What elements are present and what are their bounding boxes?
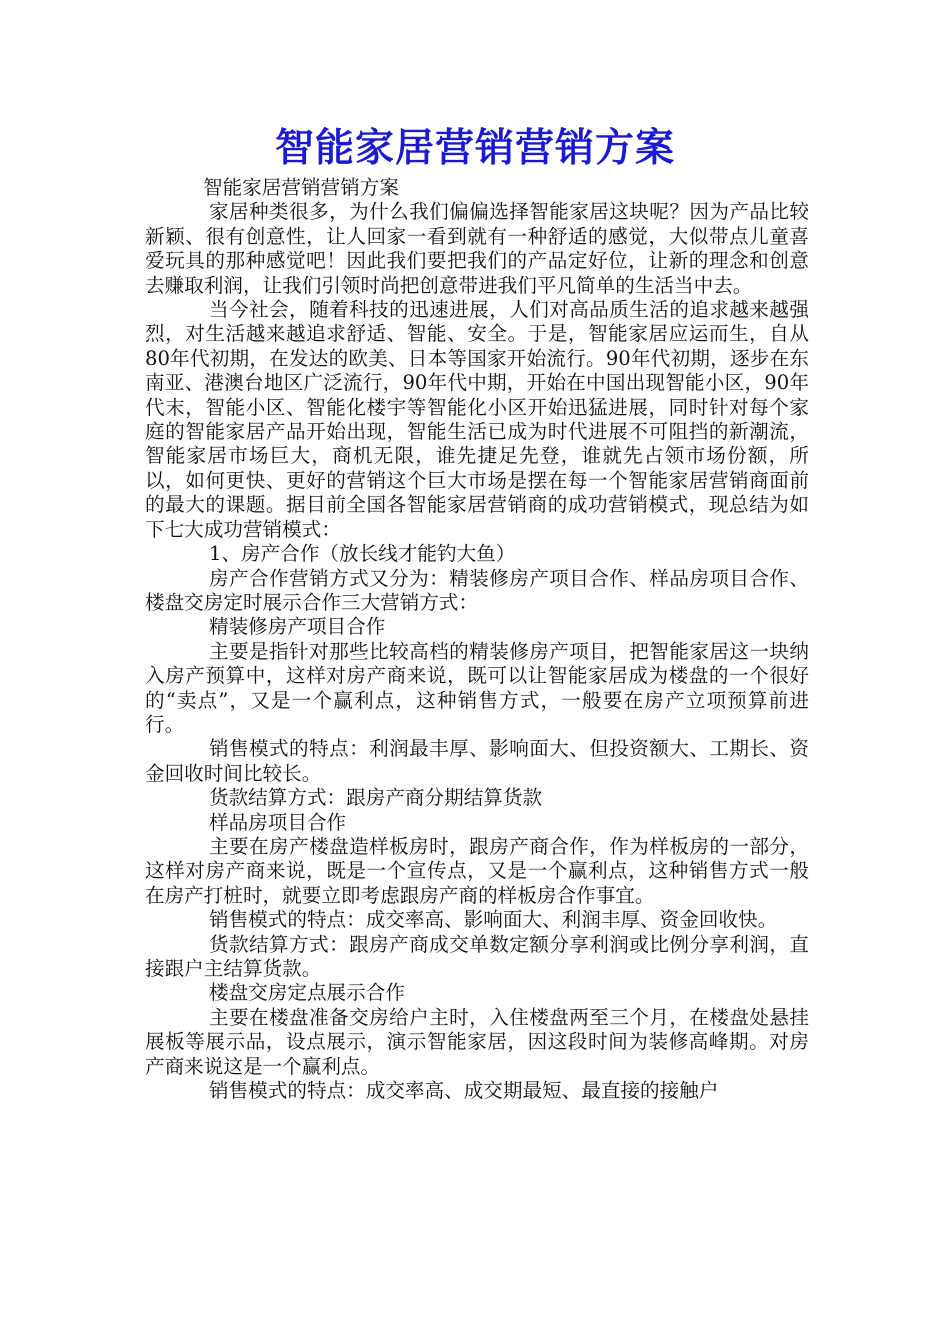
document-body: [145, 176, 809, 1103]
paragraph-sample-room-features: 销售模式的特点：成交率高、影响面大、利润丰厚、资金回收快。: [209, 908, 778, 932]
paragraph-fine-decoration: 主要是指针对那些比较高档的精装修房产项目，把智能家居这一块纳入房产预算中，这样对房产商来说，既可以让智能家居成为楼盘的一个很好的“卖点”，又是一个赢利点，这种销售方式，一般要在房产立项预算前进行。: [145, 639, 809, 736]
paragraph-fine-decoration-payment: 货款结算方式：跟房产商分期结算货款: [209, 786, 543, 810]
paragraph-handover-features: 销售模式的特点：成交率高、成交期最短、最直接的接触户: [209, 1079, 719, 1103]
document-title: 智能家居营销营销方案: [274, 125, 675, 171]
paragraph-sample-room-payment: 货款结算方式：跟房产商成交单数定额分享利润或比例分享利润，直接跟户主结算货款。: [145, 932, 809, 980]
section-heading-real-estate: 1、房产合作（放长线才能钓大鱼）: [209, 542, 516, 566]
subheading-handover-display: 楼盘交房定点展示合作: [209, 981, 405, 1005]
paragraph-background: 当今社会，随着科技的迅速进展，人们对高品质生活的追求越来越强烈，对生活越来越追求舒适、智能、安全。于是，智能家居应运而生，自从80年代初期，在发达的欧美、日本等国家开始流行。90年代初期，逐步在东南亚、港澳台地区广泛流行，90年代中期，开始在中国出现智能小区，90年代末，智能小区、智能化楼宇等智能化小区开始迅猛进展，同时针对每个家庭的智能家居产品开始出现，智能生活已成为时代进展不可阻挡的新潮流，智能家居市场巨大，商机无限，谁先捷足先登，谁就先占领市场份额，所以，如何更快、更好的营销这个巨大市场是摆在每一个智能家居营销商面前的最大的课题。据目前全国各智能家居营销商的成功营销模式，现总结为如下七大成功营销模式：: [145, 298, 809, 541]
document-subtitle: 智能家居营销营销方案: [203, 176, 399, 199]
subheading-sample-room: 样品房项目合作: [209, 810, 347, 834]
paragraph-fine-decoration-features: 销售模式的特点：利润最丰厚、影响面大、但投资额大、工期长、资金回收时间比较长。: [145, 737, 809, 785]
subheading-fine-decoration: 精装修房产项目合作: [209, 615, 386, 639]
paragraph-handover-display: 主要在楼盘准备交房给户主时，入住楼盘两至三个月，在楼盘处悬挂展板等展示品，设点展示，演示智能家居，因这段时间为装修高峰期。对房产商来说这是一个赢利点。: [145, 1005, 809, 1078]
paragraph-sample-room: 主要在房产楼盘造样板房时，跟房产商合作，作为样板房的一部分，这样对房产商来说，既是一个宣传点，又是一个赢利点，这种销售方式一般在房产打桩时，就要立即考虑跟房产商的样板房合作事宜。: [145, 834, 809, 907]
paragraph-real-estate-modes: 房产合作营销方式又分为：精装修房产项目合作、样品房项目合作、楼盘交房定时展示合作三大营销方式：: [145, 566, 809, 614]
paragraph-intro: 家居种类很多，为什么我们偏偏选择智能家居这块呢？因为产品比较新颖、很有创意性，让人回家一看到就有一种舒适的感觉，大似带点儿童喜爱玩具的那种感觉吧！因此我们要把我们的产品定好位，让新的理念和创意去赚取利润，让我们引领时尚把创意带进我们平凡简单的生活当中去。: [145, 200, 809, 297]
